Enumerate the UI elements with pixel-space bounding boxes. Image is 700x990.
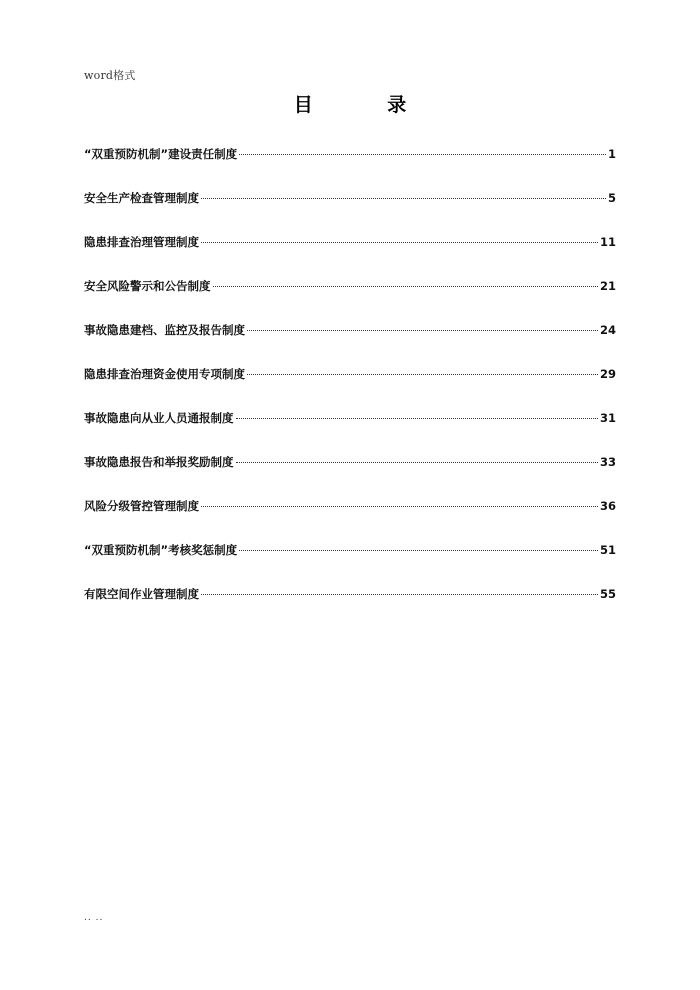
toc-entry[interactable] [84, 542, 616, 586]
toc-page-number: 11 [599, 235, 616, 249]
dot-leader [247, 330, 598, 331]
toc-page-number: 5 [607, 191, 616, 205]
toc-page-number: 51 [599, 543, 616, 557]
toc-entry[interactable] [84, 498, 616, 542]
dot-leader [239, 154, 606, 155]
footer-mark: .. .. [84, 913, 104, 923]
toc-page-number: 36 [599, 499, 616, 513]
toc-page-number: 29 [599, 367, 616, 381]
dot-leader [239, 550, 598, 551]
toc-entry-title: 事故隐患建档、监控及报告制度 [84, 323, 245, 337]
dot-leader [201, 506, 598, 507]
toc-page-number: 31 [599, 411, 616, 425]
toc-entry-title: 安全生产检查管理制度 [84, 191, 199, 205]
toc-entry-title: 隐患排查治理资金使用专项制度 [84, 367, 245, 381]
toc-entry[interactable] [84, 454, 616, 498]
toc-page-number: 24 [599, 323, 616, 337]
toc-page-number: 21 [599, 279, 616, 293]
toc-entry-title: “双重预防机制”建设责任制度 [84, 147, 238, 161]
toc-entry-title: 风险分级管控管理制度 [84, 499, 199, 513]
dot-leader [236, 462, 598, 463]
toc-entry-title: 隐患排查治理管理制度 [84, 235, 199, 249]
dot-leader [247, 374, 598, 375]
toc-entry[interactable] [84, 410, 616, 454]
toc-entry[interactable] [84, 146, 616, 190]
toc-entry-title: 事故隐患报告和举报奖励制度 [84, 455, 234, 469]
dot-leader [236, 418, 598, 419]
toc-title: 目 录 [293, 94, 441, 116]
toc-entry[interactable] [84, 234, 616, 278]
toc-list [84, 146, 616, 630]
toc-entry[interactable] [84, 278, 616, 322]
toc-entry-title: 事故隐患向从业人员通报制度 [84, 411, 234, 425]
toc-entry-title: “双重预防机制”考核奖惩制度 [84, 543, 238, 557]
toc-page-number: 55 [599, 587, 616, 601]
toc-entry-title: 有限空间作业管理制度 [84, 587, 199, 601]
toc-entry-title: 安全风险警示和公告制度 [84, 279, 211, 293]
toc-entry[interactable] [84, 366, 616, 410]
toc-entry[interactable] [84, 322, 616, 366]
toc-entry[interactable] [84, 190, 616, 234]
dot-leader [201, 198, 606, 199]
toc-page-number: 33 [599, 455, 616, 469]
dot-leader [201, 242, 598, 243]
toc-page-number: 1 [607, 147, 616, 161]
toc-entry[interactable] [84, 586, 616, 630]
dot-leader [213, 286, 598, 287]
header-note: word格式 [84, 69, 136, 82]
dot-leader [201, 594, 598, 595]
